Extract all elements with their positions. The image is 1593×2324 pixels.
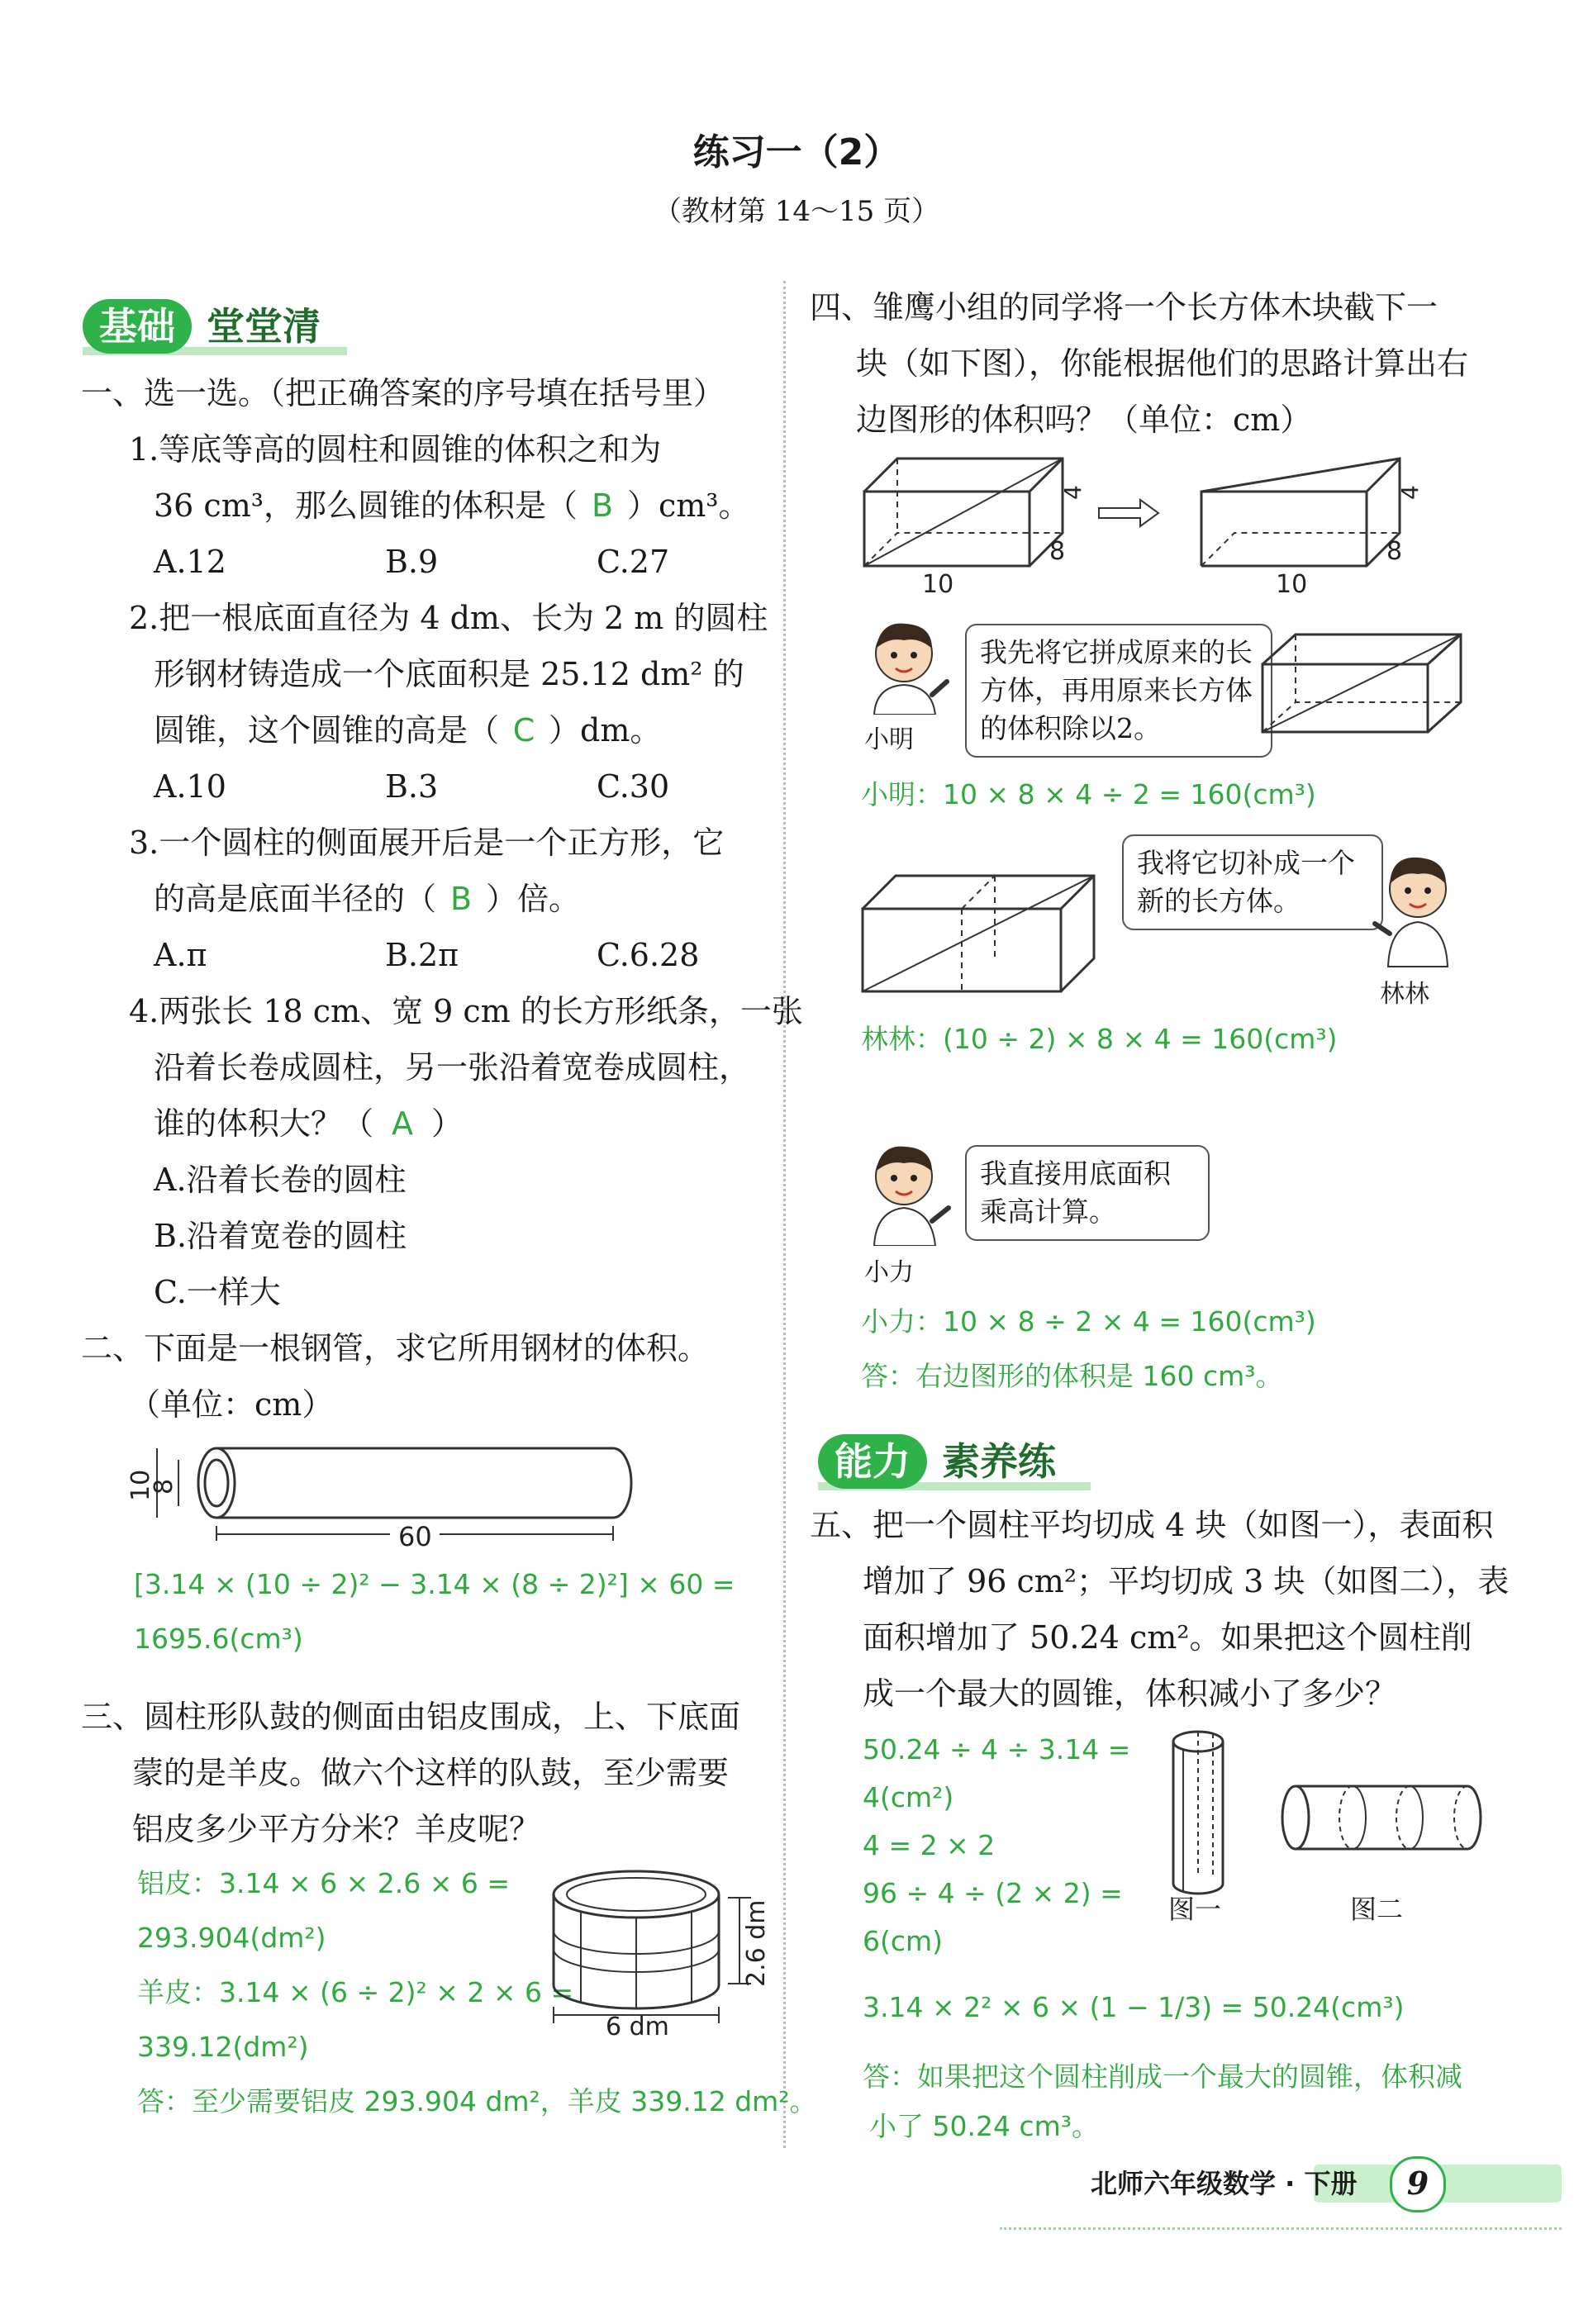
xiaoming-speech: 我先将它拼成原来的长方体，再用原来长方体的体积除以2。 (965, 624, 1272, 758)
section-ability-badge (818, 1434, 1091, 1489)
linlin-answer: 林林：(10 ÷ 2) × 8 × 4 = 160(cm³) (861, 1023, 1338, 1055)
q5-work-2: 4(cm²) (863, 1781, 954, 1813)
drum-height-dim: 2.6 dm (742, 1899, 771, 1987)
q2-unit: （单位：cm） (129, 1386, 334, 1423)
q1-1-line2-pre: 36 cm³，那么圆锥的体积是（ (154, 487, 578, 524)
q5-line4: 成一个最大的圆锥，体积减小了多少？ (863, 1675, 1397, 1712)
q2-answer-line2: 1695.6(cm³) (134, 1623, 303, 1655)
xiaoming-answer: 小明：10 × 8 × 4 ÷ 2 = 160(cm³) (861, 778, 1316, 810)
xiaoli-name: 小力 (864, 1258, 914, 1287)
q2-answer-line1: [3.14 × (10 ÷ 2)² − 3.14 × (8 ÷ 2)²] × 60 = (134, 1568, 735, 1600)
q1-3-line1: 3.一个圆柱的侧面展开后是一个正方形，它 (129, 825, 725, 861)
q3-ans3: 羊皮：3.14 × (6 ÷ 2)² × 2 × 6 = (137, 1976, 574, 2008)
fig4-width-2: 8 (1386, 537, 1403, 566)
column-divider (783, 281, 786, 2148)
q1-2-line3-pre: 圆锥，这个圆锥的高是（ (154, 712, 500, 749)
q1-3-option-b: B.2π (385, 937, 459, 973)
xiaoli-avatar (856, 1138, 955, 1246)
q1-3-option-c: C.6.28 (597, 937, 700, 973)
q5-final-2: 小了 50.24 cm³。 (869, 2110, 1099, 2142)
q1-heading: 一、选一选。（把正确答案的序号填在括号里） (81, 375, 725, 411)
q3-ans5: 答：至少需要铝皮 293.904 dm²，羊皮 339.12 dm²。 (137, 2085, 817, 2117)
q1-3-line2 (154, 871, 580, 927)
xiaoli-speech: 我直接用底面积乘高计算。 (965, 1145, 1210, 1241)
q5-line1: 五、把一个圆柱平均切成 4 块（如图一），表面积 (810, 1507, 1494, 1543)
section-basic-tag: 基础 (83, 299, 192, 354)
q1-3-line2-post: ）倍。 (486, 881, 581, 917)
q5-work-4: 96 ÷ 4 ÷ (2 × 2) = (863, 1877, 1123, 1909)
xiaoming-name: 小明 (864, 725, 914, 754)
q1-2-option-a: A.10 (154, 768, 226, 805)
q3-ans1: 铝皮：3.14 × 6 × 2.6 × 6 = (137, 1867, 510, 1899)
q5-work-5: 6(cm) (863, 1925, 944, 1957)
section-basic-label: 堂堂清 (207, 304, 321, 349)
q1-4-line3 (154, 1095, 463, 1152)
fig4-length-2: 10 (1276, 570, 1308, 595)
q1-3-option-a: A.π (154, 937, 207, 973)
fig4-height-2: 4 (1396, 485, 1424, 500)
linlin-cuboid-figure (856, 867, 1104, 1000)
q1-2-option-b: B.3 (385, 768, 439, 805)
q5-calc: 3.14 × 2² × 6 × (1 − 1/3) = 50.24(cm³) (863, 1991, 1405, 2023)
q5-line2: 增加了 96 cm²；平均切成 3 块（如图二），表 (863, 1563, 1510, 1599)
pipe-length-dim: 60 (398, 1521, 432, 1549)
q1-1-line2-post: ）cm³。 (626, 487, 750, 524)
page-subtitle: （教材第 14～15 页） (653, 195, 940, 228)
q1-2-answer: C (512, 712, 535, 749)
fig2-caption: 图二 (1350, 1894, 1404, 1925)
q1-2-line2: 形钢材铸造成一个底面积是 25.12 dm² 的 (154, 656, 744, 692)
q3-ans4: 339.12(dm²) (137, 2031, 309, 2063)
q1-1-answer: B (591, 487, 614, 524)
xiaoming-cuboid-figure (1256, 628, 1471, 739)
xiaoli-answer: 小力：10 × 8 ÷ 2 × 4 = 160(cm³) (861, 1305, 1316, 1338)
q3-ans2: 293.904(dm²) (137, 1922, 326, 1954)
footer-dotted-line (1000, 2227, 1562, 2230)
fig1-caption: 图一 (1168, 1894, 1222, 1925)
q1-4-option-a: A.沿着长卷的圆柱 (154, 1162, 407, 1198)
cuboid-cut-figure (851, 450, 1496, 595)
page-number: 9 (1390, 2156, 1446, 2212)
xiaoming-avatar (856, 615, 955, 715)
q1-3-answer: B (449, 881, 473, 917)
linlin-name: 林林 (1380, 980, 1429, 1009)
q1-2-line3 (154, 702, 661, 758)
q1-2-line3-post: ）dm。 (549, 712, 662, 749)
steel-pipe-figure (124, 1433, 636, 1549)
fig1-cylinder (1165, 1727, 1231, 1900)
fig2-cylinder (1272, 1776, 1487, 1859)
q1-4-line3-pre: 谁的体积大？（ (154, 1105, 374, 1142)
q1-1-line2 (154, 478, 750, 534)
fig4-height-1: 4 (1059, 485, 1087, 500)
section-ability-label: 素养练 (942, 1439, 1056, 1484)
q1-4-line2: 沿着长卷成圆柱，另一张沿着宽卷成圆柱， (154, 1049, 751, 1086)
q1-1-option-a: A.12 (154, 544, 226, 580)
q1-2-option-c: C.30 (597, 768, 670, 805)
footer-book-title: 北师六年级数学 · 下册 (1091, 2168, 1358, 2199)
q3-line3: 铝皮多少平方分米？羊皮呢？ (132, 1811, 541, 1847)
q3-line2: 蒙的是羊皮。做六个这样的队鼓，至少需要 (132, 1755, 730, 1791)
q4-line3: 边图形的体积吗？（单位：cm） (856, 402, 1312, 438)
q1-4-option-c: C.一样大 (154, 1274, 281, 1310)
page-title: 练习一（2） (692, 131, 901, 173)
q5-work-3: 4 = 2 × 2 (863, 1829, 996, 1861)
q1-2-line1: 2.把一根底面直径为 4 dm、长为 2 m 的圆柱 (129, 600, 768, 636)
section-ability-tag: 能力 (818, 1434, 927, 1489)
linlin-avatar (1367, 851, 1466, 975)
linlin-speech: 我将它切补成一个新的长方体。 (1122, 834, 1383, 930)
q5-work-1: 50.24 ÷ 4 ÷ 3.14 = (863, 1733, 1131, 1766)
fig4-width-1: 8 (1049, 537, 1066, 566)
q1-4-line3-post: ） (431, 1105, 464, 1142)
pipe-outer-dim: 10 (126, 1469, 155, 1501)
pipe-inner-dim: 8 (150, 1478, 178, 1495)
q1-1-option-b: B.9 (385, 544, 439, 580)
q5-final-1: 答：如果把这个圆柱削成一个最大的圆锥，体积减 (863, 2060, 1462, 2093)
q1-1-line1: 1.等底等高的圆柱和圆锥的体积之和为 (129, 431, 662, 468)
drum-diameter-dim: 6 dm (606, 2013, 669, 2036)
q1-1-option-c: C.27 (597, 544, 670, 580)
q4-line1: 四、雏鹰小组的同学将一个长方体木块截下一 (810, 289, 1438, 326)
q2-heading: 二、下面是一根钢管，求它所用钢材的体积。 (81, 1330, 710, 1366)
q4-line2: 块（如下图），你能根据他们的思路计算出右 (856, 345, 1469, 382)
q1-4-option-b: B.沿着宽卷的圆柱 (154, 1218, 407, 1254)
drum-figure (541, 1863, 773, 2036)
q1-4-line1: 4.两张长 18 cm、宽 9 cm 的长方形纸条，一张 (129, 993, 803, 1029)
q1-4-answer: A (392, 1105, 414, 1142)
fig4-length-1: 10 (922, 570, 954, 595)
q5-line3: 面积增加了 50.24 cm²。如果把这个圆柱削 (863, 1619, 1472, 1656)
q1-3-line2-pre: 的高是底面半径的（ (154, 881, 437, 917)
q4-final-answer: 答：右边图形的体积是 160 cm³。 (861, 1360, 1283, 1392)
q3-line1: 三、圆柱形队鼓的侧面由铝皮围成，上、下底面 (81, 1699, 741, 1735)
section-basic-badge (83, 299, 347, 354)
